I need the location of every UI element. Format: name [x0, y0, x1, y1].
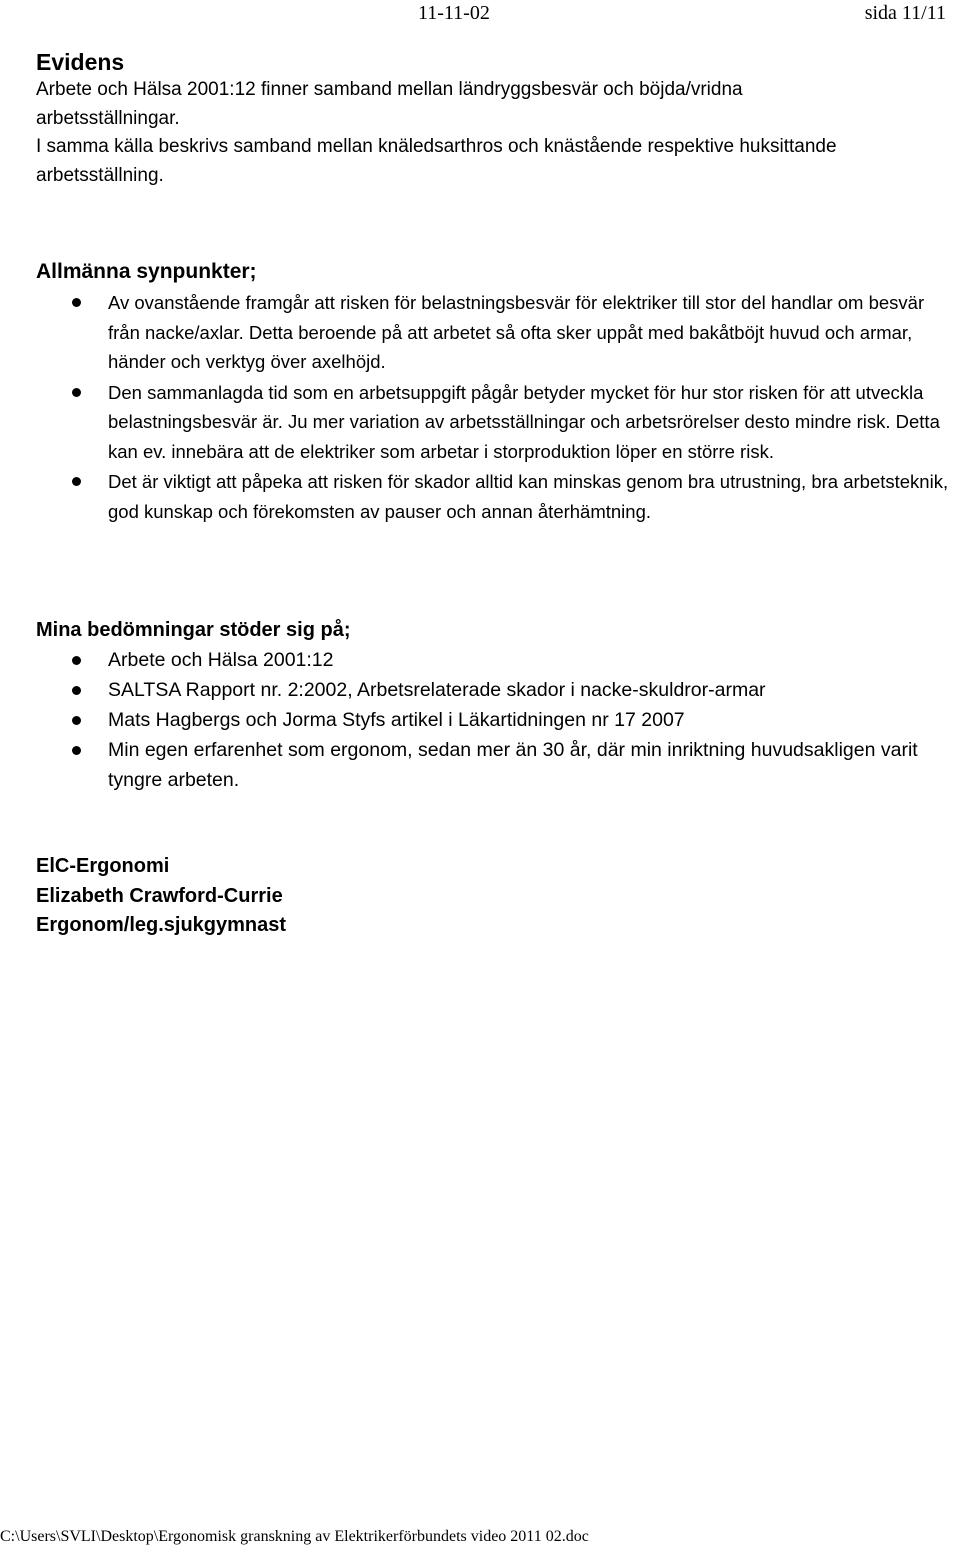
- bullet-icon: [72, 686, 81, 695]
- list-item-text: Min egen erfarenhet som ergonom, sedan mer än 30 år, där min inriktning huvudsakligen varit tyngre arbeten.: [108, 739, 918, 791]
- signature-block: [36, 852, 286, 941]
- evidens-heading: Evidens: [36, 49, 125, 75]
- header-date: 11-11-02: [418, 2, 490, 24]
- list-item-text: Av ovanstående framgår att risken för belastningsbesvär för elektriker till stor del handlar om besvär från nacke/axlar. Detta beroende på att arbetet så ofta sker uppåt med bakåtböjt huvud och armar, händer och verktyg över axelhöjd.: [108, 292, 925, 372]
- bullet-icon: [72, 656, 81, 665]
- list-item: [36, 645, 952, 675]
- evidens-line: I samma källa beskrivs samband mellan knäledsarthros och knästående respektive huksittande: [36, 136, 837, 157]
- sources-list: [36, 645, 952, 795]
- footer-file-path: C:\Users\SVLI\Desktop\Ergonomisk granskning av Elektrikerförbundets video 2011 02.doc: [0, 1528, 589, 1545]
- general-list: [36, 288, 952, 526]
- evidens-line: arbetsställning.: [36, 164, 164, 186]
- signature-title: Ergonom/leg.sjukgymnast: [36, 914, 287, 936]
- list-item: [36, 378, 952, 467]
- list-item-text: Mats Hagbergs och Jorma Styfs artikel i Läkartidningen nr 17 2007: [108, 709, 685, 731]
- bullet-icon: [72, 746, 81, 755]
- list-item: [36, 735, 952, 795]
- general-heading: Allmänna synpunkter;: [36, 260, 257, 283]
- signature-company: ElC-Ergonomi: [36, 855, 170, 877]
- list-item-text: Den sammanlagda tid som en arbetsuppgift pågår betyder mycket för hur stor risken för att utveckla belastningsbesvär är. Ju mer variation av arbetsställningar och arbetsrörelser desto mindre risk. Detta kan ev. innebära att de elektriker som arbetar i storproduktion löper en större risk.: [108, 381, 940, 462]
- header-page-number: sida 11/11: [864, 2, 946, 24]
- bullet-icon: [72, 388, 81, 397]
- list-item: [36, 675, 952, 705]
- list-item-text: SALTSA Rapport nr. 2:2002, Arbetsrelaterade skador i nacke-skuldror-armar: [108, 679, 766, 701]
- bullet-icon: [72, 716, 81, 725]
- bullet-icon: [72, 477, 81, 486]
- list-item: [36, 467, 952, 526]
- list-item: [36, 705, 952, 735]
- list-item-text: Det är viktigt att påpeka att risken för skador alltid kan minskas genom bra utrustning, bra arbetsteknik, god kunskap och förekomsten av pauser och annan återhämtning.: [108, 471, 949, 522]
- signature-name: Elizabeth Crawford-Currie: [36, 884, 283, 907]
- general-comments-section: [36, 258, 952, 527]
- evidens-line: Arbete och Hälsa 2001:12 finner samband mellan ländryggsbesvär och böjda/vridna: [36, 79, 743, 100]
- evidens-line: arbetsställningar.: [36, 107, 180, 129]
- bullet-icon: [72, 298, 81, 307]
- list-item-text: Arbete och Hälsa 2001:12: [108, 649, 334, 671]
- sources-section: [36, 616, 952, 795]
- list-item: [36, 288, 952, 377]
- evidens-section: [36, 48, 960, 190]
- sources-heading: Mina bedömningar stöder sig på;: [36, 619, 351, 641]
